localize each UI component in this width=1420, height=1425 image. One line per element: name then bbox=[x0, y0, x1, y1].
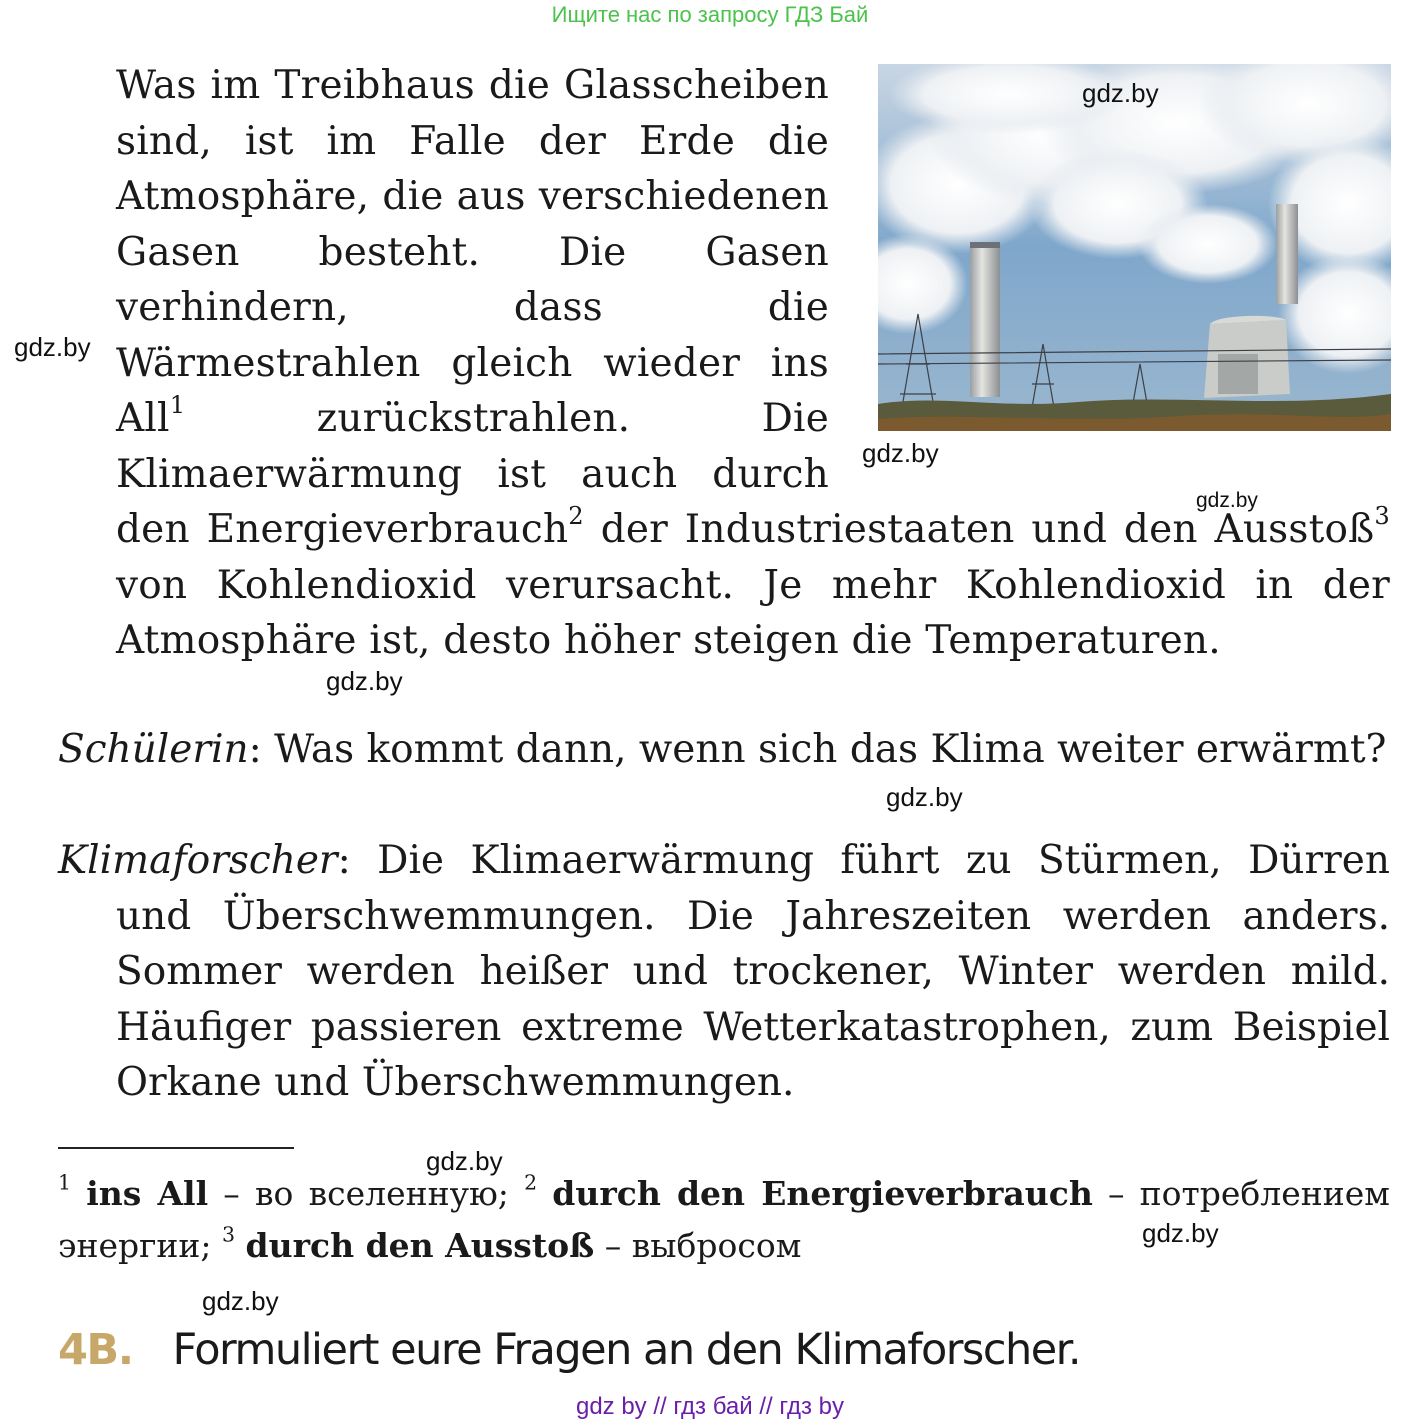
footnote-ref: 1 bbox=[169, 390, 186, 419]
footnote-term: durch den Energieverbrauch bbox=[552, 1174, 1093, 1213]
paragraph-text: Was im Treibhaus die Glasscheiben sind, ist im Falle der Erde die Atmosphäre, die aus verschiedenen Gasen besteht. Die Gasen verhindern, dass die Wärmestrahlen gleich wieder ins All bbox=[116, 63, 829, 441]
dialog-line-schuelerin bbox=[58, 722, 1390, 778]
footnote-term: ins All bbox=[86, 1174, 209, 1213]
paragraph-text: zurückstrahlen. Die Klimaerwärmung ist auch durch den Energieverbrauch bbox=[116, 396, 829, 552]
footnote-divider bbox=[58, 1147, 294, 1149]
watermark: gdz.by bbox=[202, 1286, 279, 1316]
watermark: gdz.by bbox=[14, 332, 91, 362]
footnote-ref: 2 bbox=[568, 501, 584, 530]
watermark: gdz.by bbox=[326, 666, 403, 696]
task-number: 4B. bbox=[58, 1325, 133, 1375]
paragraph-text: der Industriestaaten und den Ausstoß bbox=[583, 507, 1375, 552]
top-banner[interactable]: Ищите нас по запросу ГДЗ Бай bbox=[551, 2, 869, 27]
speaker-separator: : bbox=[337, 838, 351, 883]
speaker-separator: : bbox=[248, 727, 262, 772]
footnote-number: 3 bbox=[222, 1222, 236, 1247]
bottom-links[interactable]: gdz by // гдз бай // гдз by bbox=[575, 1393, 845, 1420]
footnote-term: durch den Ausstoß bbox=[245, 1226, 595, 1265]
footnote-translation: – потреблением энергии; bbox=[58, 1174, 1390, 1265]
watermark: gdz.by bbox=[1196, 489, 1258, 512]
paragraph-text: von Kohlendioxid verursacht. Je mehr Kohlendioxid in der Atmosphäre ist, desto höher steigen die Temperaturen. bbox=[116, 562, 1390, 663]
footnote-number: 2 bbox=[524, 1170, 538, 1195]
footnote-translation: – выбросом bbox=[594, 1226, 802, 1265]
dialog-text: Die Klimaerwärmung führt zu Stürmen, Dürren und Überschwemmungen. Die Jahreszeiten werden anders. Sommer werden heißer und trockener, Winter werden mild. Häufiger passieren extreme Wetterkatastrophen, zum Beispiel Orkane und Überschwemmungen. bbox=[116, 838, 1390, 1105]
watermark: gdz.by bbox=[886, 782, 963, 812]
watermark: gdz.by bbox=[862, 438, 939, 468]
dialog-line-klimaforscher bbox=[58, 833, 1390, 1111]
footnote-number: 1 bbox=[58, 1170, 72, 1195]
speaker-name: Schülerin bbox=[58, 727, 249, 772]
footnote-ref: 3 bbox=[1374, 501, 1390, 530]
dialog-text: Was kommt dann, wenn sich das Klima weiter erwärmt? bbox=[261, 727, 1387, 772]
footnote-translation: – во вселенную; bbox=[208, 1174, 525, 1213]
watermark: gdz.by bbox=[1082, 78, 1159, 108]
watermark: gdz.by bbox=[426, 1146, 503, 1176]
image-float-space bbox=[877, 58, 1390, 428]
main-paragraph bbox=[116, 58, 1390, 669]
task-text: Formuliert eure Fragen an den Klimaforscher. bbox=[172, 1325, 1081, 1375]
speaker-name: Klimaforscher bbox=[58, 838, 338, 883]
task-heading bbox=[58, 1320, 1390, 1380]
watermark: gdz.by bbox=[1142, 1218, 1219, 1248]
